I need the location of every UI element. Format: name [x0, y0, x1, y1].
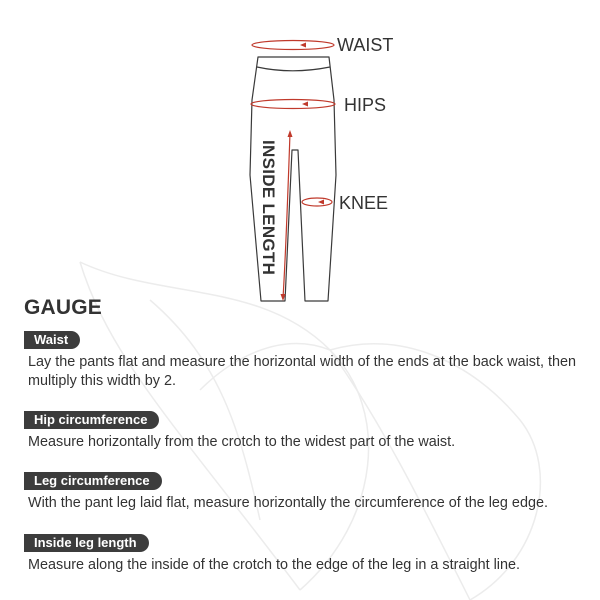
waist-description: Lay the pants flat and measure the horizontal width of the ends at the back waist, then multiply this width by 2.: [28, 354, 576, 389]
gauge-title: GAUGE: [24, 296, 103, 319]
leg-circumference-description: With the pant leg laid flat, measure horizontally the circumference of the leg edge.: [28, 495, 548, 511]
waist-arrow-icon: [300, 43, 306, 48]
waist-label: WAIST: [337, 35, 394, 55]
waist-badge: Waist: [24, 331, 80, 349]
section-hip-circumference: [24, 411, 584, 452]
waist-measure-loop: [252, 41, 334, 50]
hips-label: HIPS: [344, 95, 387, 115]
section-inside-leg-length: [24, 534, 584, 575]
section-waist: [24, 331, 584, 391]
hip-circumference-badge: Hip circumference: [24, 411, 159, 429]
section-leg-circumference: [24, 472, 584, 513]
inside-leg-length-description: Measure along the inside of the crotch to the edge of the leg in a straight line.: [28, 557, 520, 573]
knee-label: KNEE: [339, 193, 389, 213]
inside-leg-length-badge: Inside leg length: [24, 534, 149, 552]
inside-length-label: INSIDE LENGTH: [259, 140, 278, 276]
hip-circumference-description: Measure horizontally from the crotch to the widest part of the waist.: [28, 434, 456, 450]
leg-circumference-badge: Leg circumference: [24, 472, 162, 490]
